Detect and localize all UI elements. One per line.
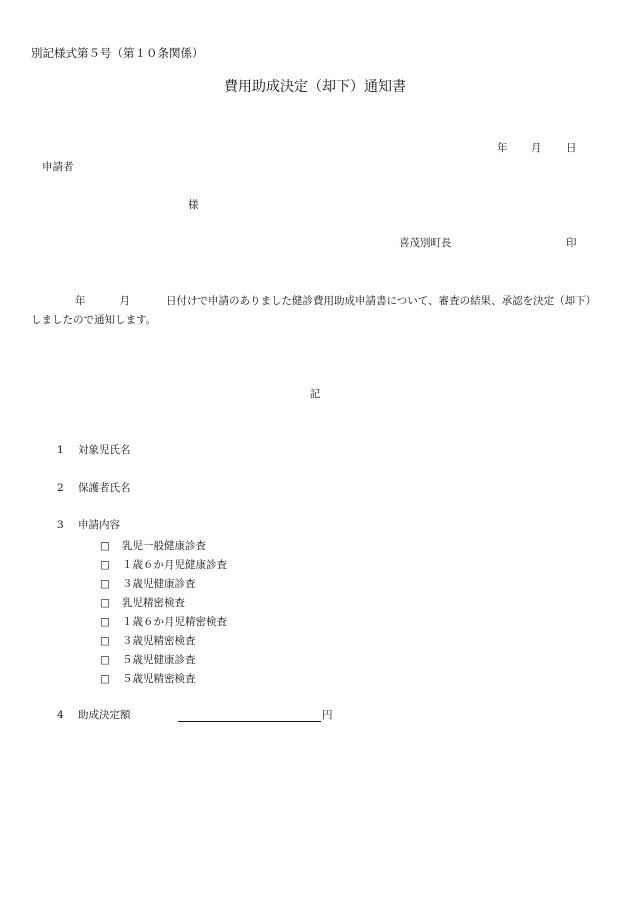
date-year-label: 年 bbox=[497, 142, 508, 154]
body-text: 日付けで申請のありました健診費用助成申請書について、審査の結果、承認を決定（却下）しましたので通知します。 bbox=[31, 295, 597, 326]
option-label: ３歳児精密検査 bbox=[122, 635, 196, 647]
document-title: 費用助成決定（却下）通知書 bbox=[224, 79, 406, 95]
option-label: １歳６か月児精密検査 bbox=[122, 616, 227, 628]
amount-unit: 円 bbox=[322, 709, 333, 721]
date-month-label: 月 bbox=[531, 142, 542, 154]
option-label: 乳児精密検査 bbox=[122, 597, 185, 609]
item-number: 2 bbox=[57, 482, 64, 494]
checkbox-icon: □ bbox=[100, 673, 110, 685]
amount-underline bbox=[178, 721, 321, 722]
checkbox-icon: □ bbox=[100, 578, 110, 590]
body-month: 月 bbox=[119, 295, 130, 307]
date-day-label: 日 bbox=[566, 142, 577, 154]
item-label-guardian-name: 保護者氏名 bbox=[78, 482, 131, 494]
option-label: １歳６か月児健康診査 bbox=[122, 559, 227, 571]
applicant-honorific: 様 bbox=[188, 199, 199, 211]
option-item bbox=[100, 651, 227, 670]
item-number: 3 bbox=[57, 519, 64, 531]
applicant-label: 申請者 bbox=[42, 161, 74, 173]
checkbox-icon: □ bbox=[100, 559, 110, 571]
item-number: 4 bbox=[57, 709, 64, 721]
ki-heading: 記 bbox=[309, 388, 321, 400]
seal-mark: 印 bbox=[566, 237, 577, 249]
option-label: ３歳児健康診査 bbox=[122, 578, 196, 590]
item-label-subsidy-amount: 助成決定額 bbox=[78, 709, 131, 721]
checkbox-icon: □ bbox=[100, 654, 110, 666]
checkbox-icon: □ bbox=[100, 540, 110, 552]
notice-body bbox=[31, 292, 603, 330]
option-label: ５歳児健康診査 bbox=[122, 654, 196, 666]
option-item bbox=[100, 632, 227, 651]
item-label-application-content: 申請内容 bbox=[78, 519, 120, 531]
issuer-name: 喜茂別町長 bbox=[399, 237, 452, 249]
option-item bbox=[100, 670, 227, 689]
body-year: 年 bbox=[75, 295, 86, 307]
option-label: ５歳児精密検査 bbox=[122, 673, 196, 685]
option-item bbox=[100, 537, 227, 556]
option-label: 乳児一般健康診査 bbox=[122, 540, 206, 552]
option-item bbox=[100, 613, 227, 632]
option-item bbox=[100, 556, 227, 575]
checkbox-icon: □ bbox=[100, 635, 110, 647]
application-options bbox=[100, 537, 227, 689]
item-number: 1 bbox=[57, 444, 64, 456]
form-id: 別記様式第５号（第１０条関係） bbox=[31, 46, 204, 60]
checkbox-icon: □ bbox=[100, 597, 110, 609]
item-label-child-name: 対象児氏名 bbox=[78, 444, 131, 456]
checkbox-icon: □ bbox=[100, 616, 110, 628]
option-item bbox=[100, 594, 227, 613]
option-item bbox=[100, 575, 227, 594]
